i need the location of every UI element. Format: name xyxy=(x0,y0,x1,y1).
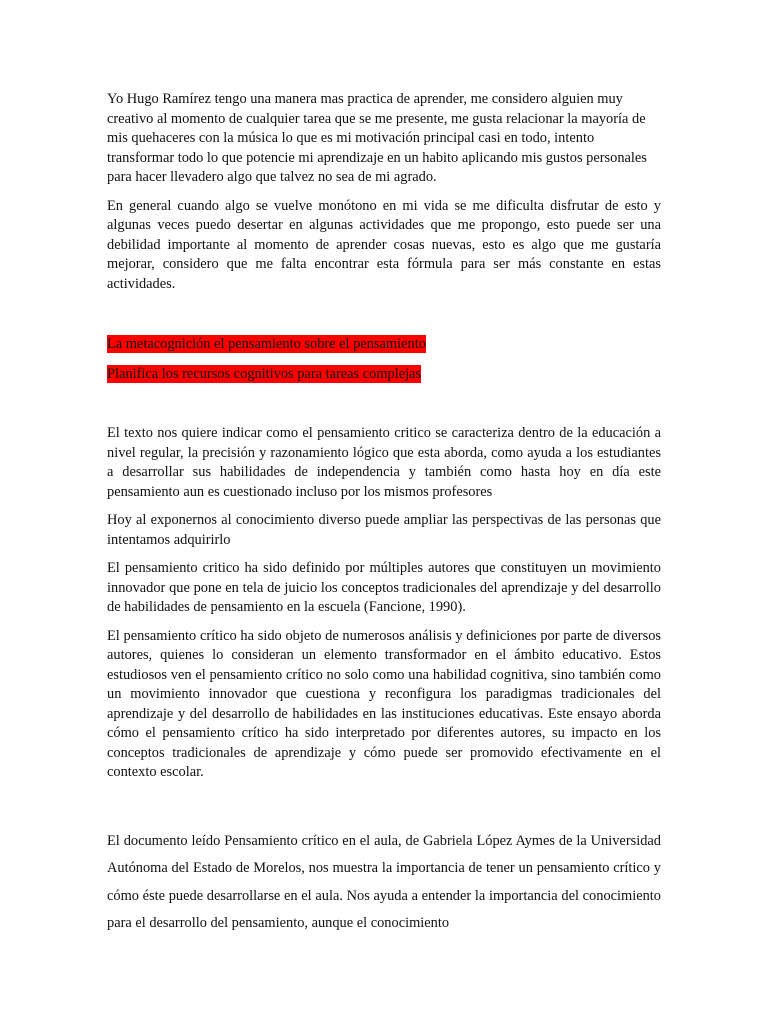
blank-line xyxy=(107,303,661,335)
body-paragraph: Hoy al exponernos al conocimiento diverso puede ampliar las perspectivas de las personas que intentamos adquirirlo xyxy=(107,512,661,548)
document-body xyxy=(107,90,661,938)
intro-paragraph: Yo Hugo Ramírez tengo una manera mas practica de aprender, me considero alguien muy creativo al momento de cualquier tarea que se me presente, me gusta relacionar la mayoría de mis quehaceres con la música lo que es mi motivación principal casi en todo, intento transformar todo lo que potencie mi aprendizaje en un habito aplicando mis gustos personales para hacer llevadero algo que talvez no sea de mi agrado. xyxy=(107,91,647,185)
final-paragraph: El documento leído Pensamiento crítico en el aula, de Gabriela López Aymes de la Universidad Autónoma del Estado de Morelos, nos muestra la importancia de tener un pensamiento crítico y cómo éste puede desarrollarse en el aula. Nos ayuda a entender la importancia del conocimiento para el desarrollo del pensamiento, aunque el conocimiento xyxy=(107,832,661,931)
blank-line xyxy=(107,395,661,424)
body-paragraph: El pensamiento critico ha sido definido por múltiples autores que constituyen un movimiento innovador que pone en tela de juicio los conceptos tradicionales del aprendizaje y del desarrollo de habilidades de pensamiento en la escuela (Fancione, 1990). xyxy=(107,560,661,615)
highlighted-text: Planifica los recursos cognitivos para tareas complejas xyxy=(107,366,422,382)
body-paragraph: El pensamiento crítico ha sido objeto de numerosos análisis y definiciones por parte de diversos autores, quienes lo consideran un elemento transformador en el ámbito educativo. Estos estudiosos ven el pensamiento crítico no solo como una habilidad cognitiva, sino también como un movimiento innovador que cuestiona y reconfigura los paradigmas tradicionales del aprendizaje y del desarrollo de habilidades en las instituciones educativas. Este ensayo aborda cómo el pensamiento crítico ha sido interpretado por diferentes autores, su impacto en los conceptos tradicionales de aprendizaje y cómo puede ser promovido efectivamente en el contexto escolar. xyxy=(107,627,661,780)
intro-paragraph: En general cuando algo se vuelve monótono en mi vida se me dificulta disfrutar de esto y algunas veces puedo desertar en algunas actividades que me propongo, esto puede ser una debilidad importante al momento de aprender cosas nuevas, esto es algo que me gustaría mejorar, considero que me falta encontrar esta fórmula para ser más constante en estas actividades. xyxy=(107,197,661,292)
highlighted-line xyxy=(107,335,661,355)
blank-line xyxy=(107,792,661,828)
highlighted-text: La metacognición el pensamiento sobre el pensamiento xyxy=(107,336,426,352)
highlighted-line xyxy=(107,365,661,385)
body-paragraph: El texto nos quiere indicar como el pensamiento critico se caracteriza dentro de la educación a nivel regular, la precisión y razonamiento lógico que esta aborda, como ayuda a los estudiantes a desarrollar sus habilidades de independencia y también como hasta hoy en día este pensamiento aun es cuestionado incluso por los mismos profesores xyxy=(107,425,661,500)
